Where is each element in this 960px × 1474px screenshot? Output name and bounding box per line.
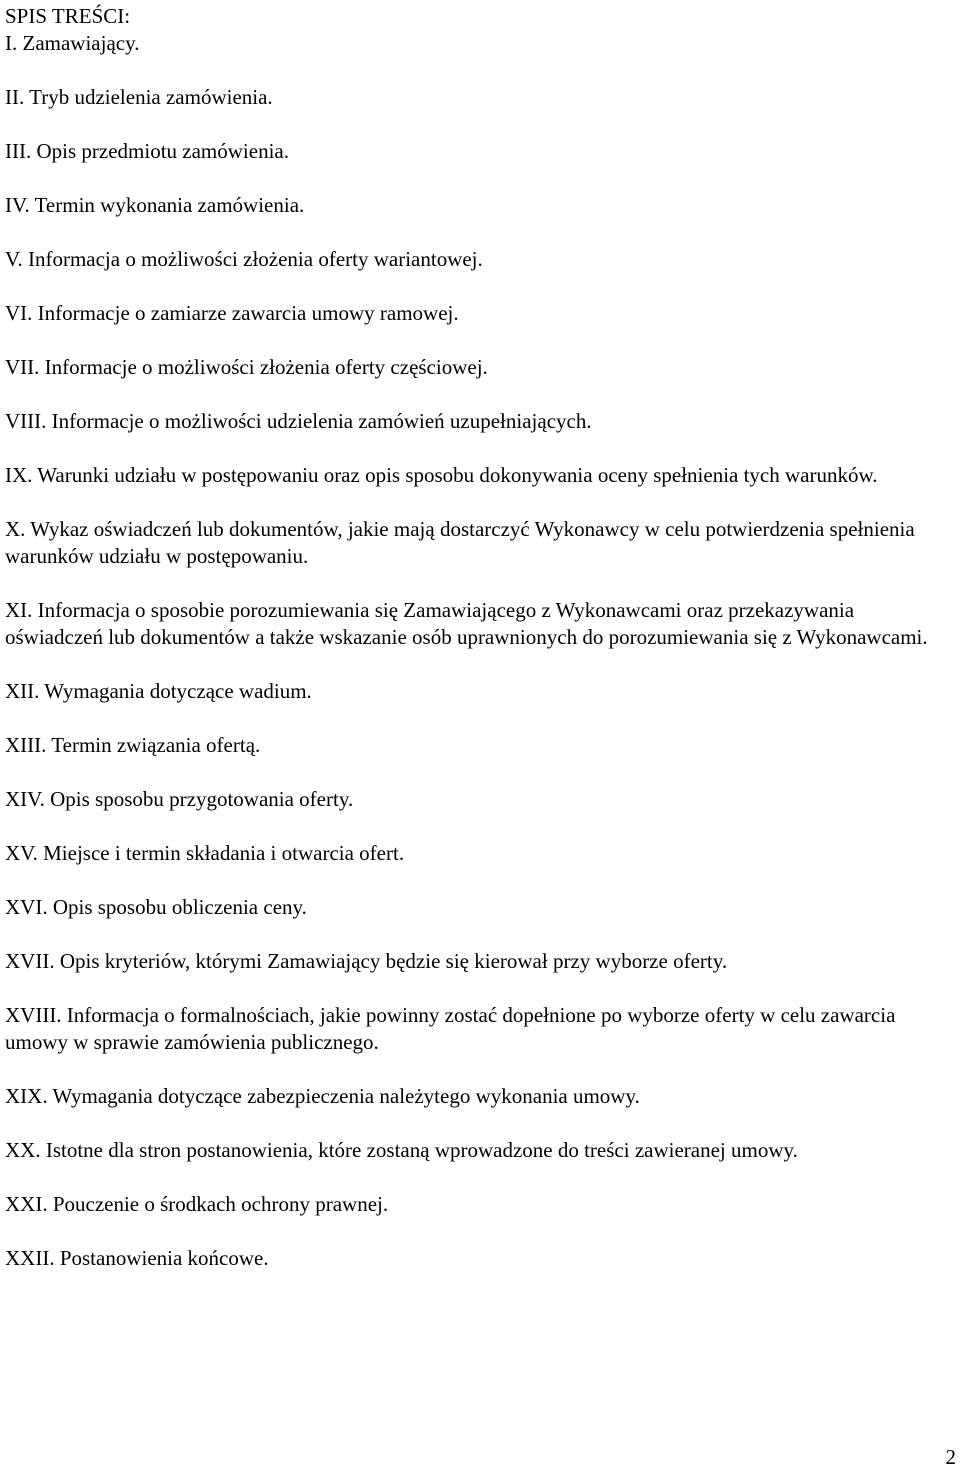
- toc-item-8: VIII. Informacje o możliwości udzielenia zamówień uzupełniających.: [5, 409, 592, 433]
- toc-item-21: XXI. Pouczenie o środkach ochrony prawnej.: [5, 1192, 389, 1216]
- toc-item-6: VI. Informacje o zamiarze zawarcia umowy ramowej.: [5, 301, 459, 325]
- page-number: 2: [945, 1445, 956, 1469]
- document-page: [5, 3, 957, 1299]
- toc-item-3: III. Opis przedmiotu zamówienia.: [5, 139, 289, 163]
- toc-item-9: IX. Warunki udziału w postępowaniu oraz opis sposobu dokonywania oceny spełnienia tych warunków.: [5, 463, 878, 487]
- toc-item-2: II. Tryb udzielenia zamówienia.: [5, 85, 273, 109]
- toc-item-13: XIII. Termin związania ofertą.: [5, 733, 261, 757]
- toc-item-11: XI. Informacja o sposobie porozumiewania się Zamawiającego z Wykonawcami oraz przekazywania oświadczeń lub dokumentów a także wskazanie osób uprawnionych do porozumiewania się z Wykonawcami.: [5, 598, 928, 649]
- toc-item-14: XIV. Opis sposobu przygotowania oferty.: [5, 787, 354, 811]
- toc-item-5: V. Informacja o możliwości złożenia oferty wariantowej.: [5, 247, 483, 271]
- toc-item-7: VII. Informacje o możliwości złożenia oferty częściowej.: [5, 355, 488, 379]
- toc-item-4: IV. Termin wykonania zamówienia.: [5, 193, 305, 217]
- toc-item-19: XIX. Wymagania dotyczące zabezpieczenia należytego wykonania umowy.: [5, 1084, 640, 1108]
- toc-item-18: XVIII. Informacja o formalnościach, jakie powinny zostać dopełnione po wyborze oferty w celu zawarcia umowy w sprawie zamówienia publicznego.: [5, 1003, 896, 1054]
- toc-list: [5, 30, 957, 1272]
- toc-item-20: XX. Istotne dla stron postanowienia, które zostaną wprowadzone do treści zawieranej umowy.: [5, 1138, 798, 1162]
- toc-item-10: X. Wykaz oświadczeń lub dokumentów, jakie mają dostarczyć Wykonawcy w celu potwierdzenia spełnienia warunków udziału w postępowaniu.: [5, 517, 915, 568]
- toc-item-1: I. Zamawiający.: [5, 31, 140, 55]
- toc-item-16: XVI. Opis sposobu obliczenia ceny.: [5, 895, 307, 919]
- toc-item-22: XXII. Postanowienia końcowe.: [5, 1246, 269, 1270]
- toc-item-12: XII. Wymagania dotyczące wadium.: [5, 679, 312, 703]
- toc-heading: SPIS TREŚCI:: [5, 4, 131, 28]
- toc-item-15: XV. Miejsce i termin składania i otwarcia ofert.: [5, 841, 405, 865]
- toc-item-17: XVII. Opis kryteriów, którymi Zamawiający będzie się kierował przy wyborze oferty.: [5, 949, 728, 973]
